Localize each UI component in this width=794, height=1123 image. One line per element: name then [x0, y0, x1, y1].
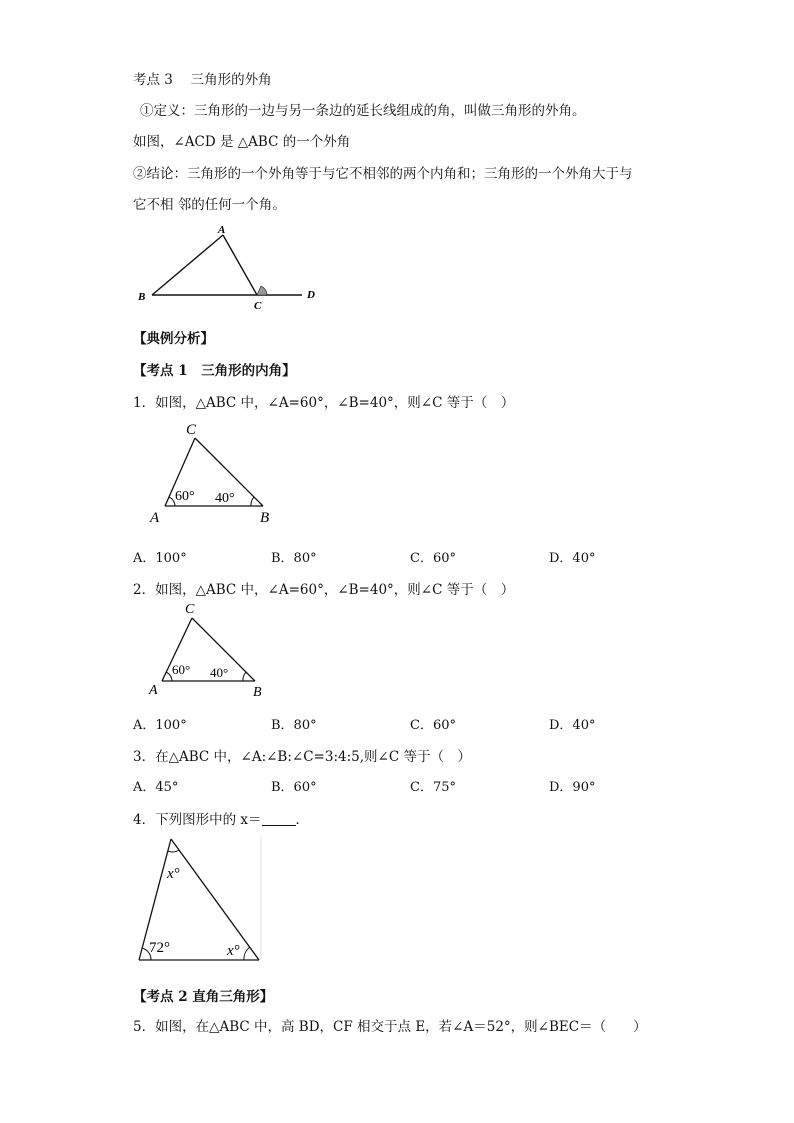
- question-4-figure: [133, 835, 265, 965]
- q2-label-c: C: [185, 602, 195, 617]
- q4-angle-left: 72°: [149, 940, 170, 956]
- q4-text-before: 4．下列图形中的 x＝: [133, 812, 262, 828]
- kaodian-2-heading: 【考点 2 直角三角形】: [133, 989, 274, 1005]
- q3-option-b[interactable]: B．60°: [271, 780, 317, 795]
- example-text: 如图，∠ACD 是 △ABC 的一个外角: [133, 134, 351, 150]
- point-d-label: D: [307, 289, 315, 301]
- q1-option-a[interactable]: A．100°: [133, 551, 187, 566]
- q2-option-b[interactable]: B．80°: [271, 718, 317, 733]
- q2-angle-b: 40°: [210, 665, 229, 680]
- point-a-label: A: [218, 224, 226, 236]
- question-5-text: 5．如图，在△ABC 中，高 BD，CF 相交于点 E，若∠A＝52°，则∠BEC＝（ ）: [133, 1019, 647, 1035]
- q2-label-a: A: [149, 683, 158, 698]
- section-title: 考点 3 三角形的外角: [133, 72, 272, 88]
- q1-label-b: B: [260, 510, 270, 526]
- q1-option-d[interactable]: D．40°: [549, 551, 596, 566]
- point-c-label: C: [254, 300, 262, 312]
- question-3-text: 3．在△ABC 中，∠A:∠B:∠C=3:4:5,则∠C 等于（ ）: [133, 749, 471, 765]
- q1-option-c[interactable]: C．60°: [410, 551, 456, 566]
- q3-option-d[interactable]: D．90°: [549, 780, 596, 795]
- q3-option-c[interactable]: C．75°: [410, 780, 456, 795]
- q4-angle-top: x°: [167, 866, 180, 882]
- definition-text: ①定义：三角形的一边与另一条边的延长线组成的角，叫做三角形的外角。: [140, 103, 586, 119]
- q4-text-after: ．: [295, 812, 309, 828]
- q2-angle-a: 60°: [172, 662, 191, 677]
- question-2-text: 2．如图，△ABC 中，∠A=60°，∠B=40°，则∠C 等于（ ）: [133, 582, 515, 598]
- conclusion-text-2: 它不相 邻的任何一个角。: [133, 197, 286, 213]
- q1-angle-b: 40°: [215, 491, 235, 506]
- question-4-text: [133, 808, 309, 828]
- q2-option-d[interactable]: D．40°: [549, 718, 596, 733]
- q1-option-b[interactable]: B．80°: [271, 551, 317, 566]
- question-2-figure: [145, 600, 275, 700]
- q4-answer-blank[interactable]: [262, 812, 296, 826]
- q2-option-a[interactable]: A．100°: [133, 718, 187, 733]
- q1-angle-a: 60°: [175, 489, 195, 504]
- q4-angle-right: x°: [227, 943, 240, 959]
- kaodian-1-heading: 【考点 1 三角形的内角】: [133, 363, 296, 379]
- q1-label-c: C: [186, 422, 197, 438]
- analysis-heading: 【典例分析】: [133, 331, 214, 347]
- q3-option-a[interactable]: A．45°: [133, 780, 179, 795]
- question-1-figure: [145, 418, 285, 528]
- q1-label-a: A: [150, 510, 160, 526]
- question-1-text: 1．如图，△ABC 中，∠A=60°，∠B=40°，则∠C 等于（ ）: [133, 395, 515, 411]
- exterior-angle-figure: [130, 218, 330, 318]
- q2-option-c[interactable]: C．60°: [410, 718, 456, 733]
- q2-label-b: B: [253, 685, 262, 700]
- conclusion-text-1: ②结论：三角形的一个外角等于与它不相邻的两个内角和；三角形的一个外角大于与: [133, 166, 633, 182]
- point-b-label: B: [138, 291, 146, 303]
